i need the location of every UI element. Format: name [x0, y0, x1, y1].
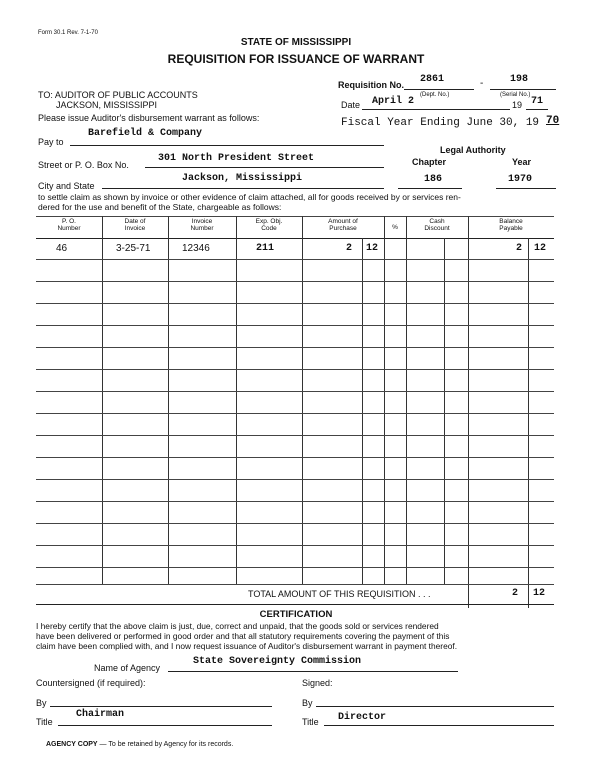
settle-line-1: to settle claim as shown by invoice or other evidence of claim attached, all for goods received by or services ren- — [38, 192, 461, 202]
row-amount-cents: 12 — [366, 243, 379, 254]
col-invoice-number: Invoice Number — [190, 218, 214, 232]
form-title: REQUISITION FOR ISSUANCE OF WARRANT — [167, 52, 425, 66]
pay-to-value: Barefield & Company — [88, 128, 203, 139]
legal-authority: Legal Authority — [440, 145, 506, 155]
form-id: Form 30.1 Rev. 7-1-70 — [38, 30, 98, 36]
col-percent: % — [392, 224, 398, 231]
date-label: Date — [341, 100, 361, 110]
col-cash-discount: Cash Discount — [424, 218, 450, 232]
agency-copy-note: AGENCY COPY — To be retained by Agency for its records. — [46, 741, 234, 748]
signed-label: Signed: — [302, 678, 333, 688]
requisition-label: Requisition No. — [338, 80, 404, 90]
street-value: 301 North President Street — [158, 153, 315, 164]
agency-label: Name of Agency — [94, 663, 161, 673]
total-cents: 12 — [533, 588, 546, 599]
title-label-left: Title — [36, 717, 53, 727]
to-line-2: JACKSON, MISSISSIPPI — [56, 100, 158, 110]
countersigned-label: Countersigned (if required): — [36, 678, 146, 688]
cert-line-1: I hereby certify that the above claim is just, due, correct and unpaid, that the goods sold or services rendered — [36, 621, 439, 631]
row-balance-cents: 12 — [534, 243, 547, 254]
fiscal-label: Fiscal Year Ending June 30, 19 — [341, 117, 540, 129]
settle-line-2: dered for the use and benefit of the State, chargeable as follows: — [38, 202, 282, 212]
row-date-of-invoice: 3-25-71 — [116, 243, 151, 254]
col-amount-of-purchase: Amount of Purchase — [328, 218, 358, 232]
date-value: April 2 — [372, 96, 415, 107]
fiscal-year: 70 — [546, 115, 560, 127]
title-label-right: Title — [302, 717, 319, 727]
row-exp-code: 211 — [256, 243, 275, 254]
col-balance-payable: Balance Payable — [499, 218, 523, 232]
please-issue: Please issue Auditor's disbursement warrant as follows: — [38, 113, 260, 123]
certification-title: CERTIFICATION — [259, 609, 333, 620]
year-label: Year — [512, 157, 532, 167]
row-invoice-number: 12346 — [182, 243, 210, 254]
title-left-value: Chairman — [76, 709, 125, 720]
dept-number: 2861 — [420, 74, 445, 85]
city-value: Jackson, Mississippi — [182, 173, 303, 184]
to-line-1: TO: AUDITOR OF PUBLIC ACCOUNTS — [38, 90, 198, 100]
authority-year-value: 1970 — [508, 174, 533, 185]
col-exp-obj-code: Exp. Obj. Code — [255, 218, 283, 232]
row-po-number: 46 — [56, 243, 68, 254]
city-label: City and State — [38, 181, 95, 191]
row-balance-dollars: 2 — [516, 243, 523, 254]
by-label-left: By — [36, 698, 47, 708]
total-label: TOTAL AMOUNT OF THIS REQUISITION . . . — [248, 589, 431, 599]
title-right-value: Director — [338, 712, 387, 723]
chapter-label: Chapter — [412, 157, 447, 167]
serial-number: 198 — [510, 74, 529, 85]
chapter-value: 186 — [424, 174, 443, 185]
date-year: 71 — [531, 96, 544, 107]
claim-table — [36, 216, 554, 608]
dept-no-label: (Dept. No.) — [420, 92, 450, 98]
col-po-number: P. O. Number — [57, 218, 81, 232]
col-date-of-invoice: Date of Invoice — [124, 218, 146, 232]
row-amount-dollars: 2 — [346, 243, 353, 254]
cert-line-3: claim have been complied with, and I now request issuance of Auditor's disbursement warrant in payment thereof. — [36, 641, 458, 651]
serial-no-label: (Serial No.) — [500, 92, 531, 98]
street-label: Street or P. O. Box No. — [38, 160, 129, 170]
agency-value: State Sovereignty Commission — [193, 656, 362, 667]
table-header — [36, 216, 554, 239]
pay-to-label: Pay to — [38, 137, 64, 147]
by-label-right: By — [302, 698, 313, 708]
cert-line-2: have been delivered or performed in good order and that all statutory requirements covering the payment of this — [36, 631, 450, 641]
state-heading: STATE OF MISSISSIPPI — [240, 37, 352, 48]
total-dollars: 2 — [512, 588, 519, 599]
